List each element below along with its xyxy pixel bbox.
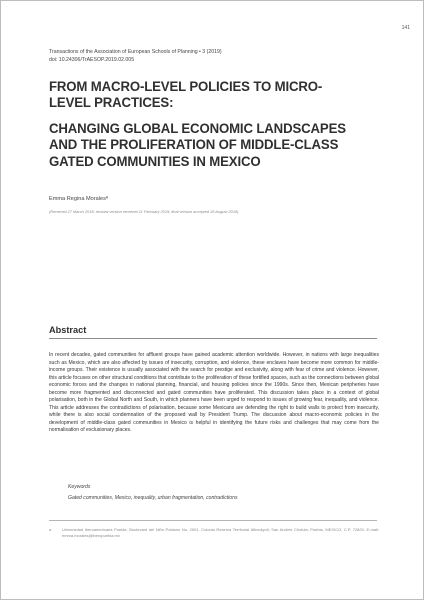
footnote xyxy=(49,527,379,539)
received-dates: (Received 27 March 2018; revised version received 11 February 2019; final version accepted 18 August 2019) xyxy=(49,209,239,214)
journal-doi: doi: 10.24306/TrAESOP.2019.02.005 xyxy=(49,56,135,63)
keywords-text: Gated communities, Mexico, inequality, urban fragmentation, contradictions xyxy=(68,495,238,501)
journal-title: Transactions of the Association of European Schools of Planning • 3 (2019) xyxy=(49,49,222,55)
page-number: 141 xyxy=(401,25,410,31)
title-line-1: FROM MACRO-LEVEL POLICIES TO MICRO- xyxy=(49,79,323,95)
abstract-divider xyxy=(49,338,377,339)
keywords-label: Keywords xyxy=(68,484,91,490)
footnote-divider xyxy=(49,520,377,521)
subtitle-line-1: CHANGING GLOBAL ECONOMIC LANDSCAPES xyxy=(49,120,346,137)
author-name: Emma Regina Moralesª xyxy=(49,196,108,202)
subtitle-line-2: AND THE PROLIFERATION OF MIDDLE-CLASS xyxy=(49,137,339,154)
abstract-heading: Abstract xyxy=(49,325,87,335)
title-line-2: LEVEL PRACTICES: xyxy=(49,95,174,112)
footnote-mark: a xyxy=(49,527,52,532)
article-title xyxy=(49,79,356,170)
abstract-text: In recent decades, gated communities for affluent groups have gained academic attention worldwide. However, in nations with large inequalities such as Mexico, which are also affected by issues of insecurity, corruption, and violence, these enclaves have become more common for middle-income groups. Their existence is usually associated with the search for prestige and exclusivity, along with fear of crime and violence. However, this article focuses on other structural conditions that contribute to the proliferation of these fortified spaces, such as the connections between global economic forces and the changes in national planning, financial, and housing policies since the 1990s. Since then, Mexican peripheries have become more fragmented and disconnected and gated communities have proliferated. This discussion takes place in a context of global polarisation, both in the Global North and South, in which planners have been urged to respond to issues of growing fear, inequality, and violence. This article addresses the contradictions of polarisation, because some Mexicans are defending the right to build walls to protect from insecurity, while there is also social condemnation of the proposed wall by President Trump. The discussion about macro-economic policies in the development of middle-class gated communities in Mexico is helpful in identifying the future risks and challenges that may come from the normalisation of exclusionary places. xyxy=(49,352,379,434)
journal-header xyxy=(49,49,222,64)
subtitle-line-3: GATED COMMUNITIES IN MEXICO xyxy=(49,153,261,170)
footnote-text: Universidad Iberoamericana Puebla. Boulevard del Niño Poblano No. 2901. Colonia Reserva Territorial Atlixcáyotl, San Andrés Cholula, Puebla, MEXICO, C.P. 72820. E-mail: emma.morales@iberopuebla.mx xyxy=(62,527,379,538)
